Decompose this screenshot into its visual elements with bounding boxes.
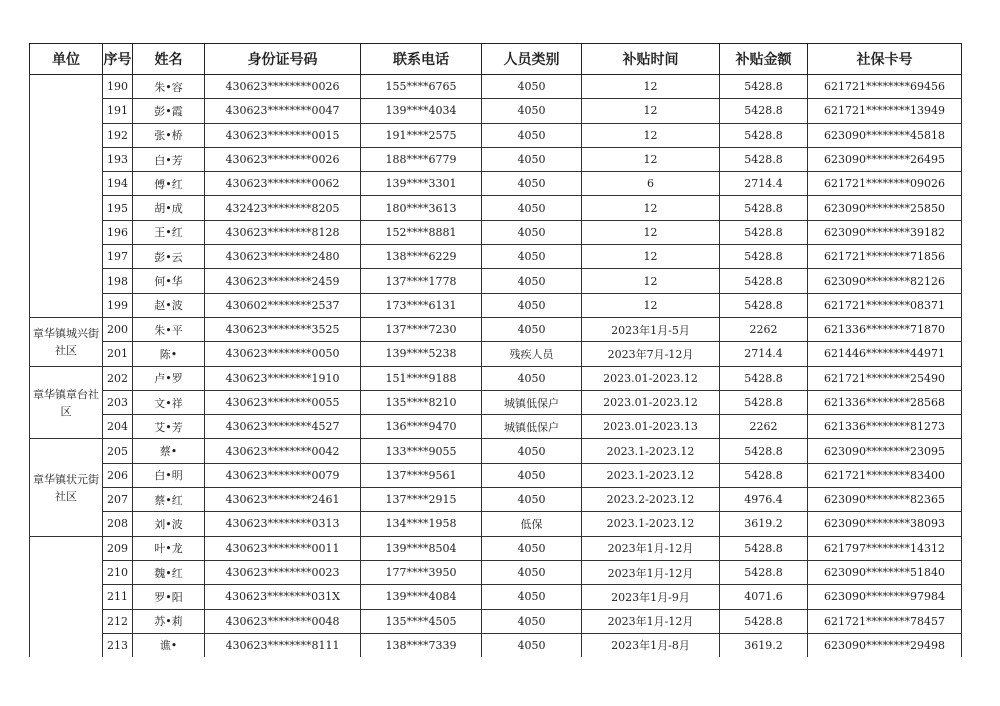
cell-subsidy-time: 2023.01-2023.12 <box>582 390 720 414</box>
cell-seq: 204 <box>103 415 133 439</box>
cell-subsidy-time: 12 <box>582 269 720 293</box>
cell-id-number: 430623********0055 <box>205 390 361 414</box>
table-body <box>30 75 962 658</box>
cell-unit: 章华镇状元街社区 <box>30 439 103 536</box>
cell-social-card: 621336********28568 <box>808 390 962 414</box>
cell-subsidy-time: 2023.1-2023.12 <box>582 512 720 536</box>
cell-seq: 195 <box>103 196 133 220</box>
cell-name: 白•明 <box>133 463 205 487</box>
cell-name: 谯• <box>133 633 205 657</box>
cell-id-number: 430623********0015 <box>205 123 361 147</box>
cell-subsidy-time: 12 <box>582 75 720 99</box>
cell-name: 傅•红 <box>133 172 205 196</box>
cell-subsidy-amount: 5428.8 <box>720 245 808 269</box>
cell-id-number: 430623********4527 <box>205 415 361 439</box>
cell-social-card: 623090********23095 <box>808 439 962 463</box>
cell-subsidy-amount: 5428.8 <box>720 293 808 317</box>
cell-name: 陈• <box>133 342 205 366</box>
cell-id-number: 430602********2537 <box>205 293 361 317</box>
cell-name: 赵•波 <box>133 293 205 317</box>
cell-subsidy-amount: 5428.8 <box>720 75 808 99</box>
cell-id-number: 430623********2459 <box>205 269 361 293</box>
cell-subsidy-amount: 5428.8 <box>720 560 808 584</box>
cell-phone: 139****4084 <box>361 585 482 609</box>
cell-seq: 205 <box>103 439 133 463</box>
cell-social-card: 621721********83400 <box>808 463 962 487</box>
cell-phone: 151****9188 <box>361 366 482 390</box>
cell-social-card: 623090********51840 <box>808 560 962 584</box>
cell-name: 胡•成 <box>133 196 205 220</box>
cell-category: 4050 <box>482 633 582 657</box>
cell-seq: 211 <box>103 585 133 609</box>
header-row <box>30 44 962 75</box>
cell-category: 4050 <box>482 220 582 244</box>
cell-category: 4050 <box>482 488 582 512</box>
cell-subsidy-time: 2023年1月-12月 <box>582 560 720 584</box>
cell-name: 蔡•红 <box>133 488 205 512</box>
cell-name: 苏•莉 <box>133 609 205 633</box>
cell-name: 王•红 <box>133 220 205 244</box>
cell-social-card: 623090********45818 <box>808 123 962 147</box>
cell-phone: 180****3613 <box>361 196 482 220</box>
cell-id-number: 430623********0050 <box>205 342 361 366</box>
header-category: 人员类别 <box>482 44 582 75</box>
cell-seq: 200 <box>103 317 133 341</box>
table-row <box>30 536 962 560</box>
cell-category: 4050 <box>482 366 582 390</box>
cell-subsidy-amount: 5428.8 <box>720 123 808 147</box>
cell-id-number: 430623********3525 <box>205 317 361 341</box>
cell-unit <box>30 536 103 657</box>
cell-seq: 212 <box>103 609 133 633</box>
table-row <box>30 220 962 244</box>
cell-social-card: 621721********69456 <box>808 75 962 99</box>
cell-social-card: 623090********97984 <box>808 585 962 609</box>
cell-id-number: 430623********0023 <box>205 560 361 584</box>
header-subsidy-time: 补贴时间 <box>582 44 720 75</box>
table-row <box>30 147 962 171</box>
table-row <box>30 463 962 487</box>
cell-seq: 194 <box>103 172 133 196</box>
table-row <box>30 245 962 269</box>
table-row <box>30 342 962 366</box>
table-row <box>30 488 962 512</box>
cell-id-number: 430623********0079 <box>205 463 361 487</box>
cell-seq: 203 <box>103 390 133 414</box>
cell-subsidy-time: 12 <box>582 220 720 244</box>
cell-subsidy-time: 12 <box>582 293 720 317</box>
cell-subsidy-time: 12 <box>582 196 720 220</box>
cell-subsidy-amount: 5428.8 <box>720 536 808 560</box>
cell-phone: 155****6765 <box>361 75 482 99</box>
header-seq: 序号 <box>103 44 133 75</box>
cell-phone: 139****8504 <box>361 536 482 560</box>
cell-subsidy-amount: 5428.8 <box>720 147 808 171</box>
table-row <box>30 609 962 633</box>
cell-subsidy-time: 12 <box>582 99 720 123</box>
cell-name: 卢•罗 <box>133 366 205 390</box>
cell-phone: 135****4505 <box>361 609 482 633</box>
table-row <box>30 633 962 657</box>
cell-unit: 章华镇章台社区 <box>30 366 103 439</box>
cell-phone: 139****5238 <box>361 342 482 366</box>
cell-social-card: 623090********29498 <box>808 633 962 657</box>
cell-id-number: 430623********0313 <box>205 512 361 536</box>
cell-name: 朱•平 <box>133 317 205 341</box>
cell-subsidy-amount: 5428.8 <box>720 269 808 293</box>
cell-name: 彭•云 <box>133 245 205 269</box>
cell-seq: 198 <box>103 269 133 293</box>
cell-category: 4050 <box>482 609 582 633</box>
cell-unit <box>30 75 103 318</box>
header-name: 姓名 <box>133 44 205 75</box>
cell-phone: 133****9055 <box>361 439 482 463</box>
table-row <box>30 123 962 147</box>
cell-seq: 191 <box>103 99 133 123</box>
cell-category: 4050 <box>482 75 582 99</box>
cell-subsidy-time: 12 <box>582 123 720 147</box>
cell-seq: 201 <box>103 342 133 366</box>
cell-phone: 138****7339 <box>361 633 482 657</box>
cell-subsidy-amount: 5428.8 <box>720 366 808 390</box>
cell-name: 叶•龙 <box>133 536 205 560</box>
cell-phone: 137****2915 <box>361 488 482 512</box>
cell-category: 城镇低保户 <box>482 390 582 414</box>
cell-social-card: 623090********26495 <box>808 147 962 171</box>
cell-phone: 138****6229 <box>361 245 482 269</box>
cell-subsidy-time: 2023年1月-9月 <box>582 585 720 609</box>
cell-social-card: 621721********09026 <box>808 172 962 196</box>
cell-subsidy-amount: 5428.8 <box>720 609 808 633</box>
table-row <box>30 512 962 536</box>
subsidy-table <box>29 43 962 657</box>
cell-subsidy-time: 2023.01-2023.12 <box>582 366 720 390</box>
cell-seq: 209 <box>103 536 133 560</box>
cell-category: 4050 <box>482 463 582 487</box>
cell-category: 4050 <box>482 196 582 220</box>
cell-subsidy-amount: 5428.8 <box>720 439 808 463</box>
cell-subsidy-time: 2023年1月-5月 <box>582 317 720 341</box>
cell-id-number: 432423********8205 <box>205 196 361 220</box>
cell-social-card: 623090********39182 <box>808 220 962 244</box>
cell-id-number: 430623********0011 <box>205 536 361 560</box>
cell-category: 4050 <box>482 99 582 123</box>
cell-id-number: 430623********8111 <box>205 633 361 657</box>
cell-subsidy-amount: 2262 <box>720 317 808 341</box>
table-row <box>30 172 962 196</box>
cell-category: 4050 <box>482 147 582 171</box>
header-subsidy-amount: 补贴金额 <box>720 44 808 75</box>
table-row <box>30 269 962 293</box>
table-row <box>30 99 962 123</box>
cell-id-number: 430623********1910 <box>205 366 361 390</box>
cell-phone: 139****4034 <box>361 99 482 123</box>
cell-social-card: 621721********13949 <box>808 99 962 123</box>
cell-category: 4050 <box>482 536 582 560</box>
cell-subsidy-amount: 5428.8 <box>720 99 808 123</box>
cell-phone: 135****8210 <box>361 390 482 414</box>
table-row <box>30 390 962 414</box>
cell-phone: 173****6131 <box>361 293 482 317</box>
cell-category: 4050 <box>482 439 582 463</box>
cell-id-number: 430623********0026 <box>205 147 361 171</box>
cell-subsidy-amount: 5428.8 <box>720 220 808 244</box>
cell-id-number: 430623********0062 <box>205 172 361 196</box>
cell-name: 文•祥 <box>133 390 205 414</box>
cell-category: 4050 <box>482 585 582 609</box>
header-social-card: 社保卡号 <box>808 44 962 75</box>
cell-subsidy-amount: 2714.4 <box>720 172 808 196</box>
cell-id-number: 430623********8128 <box>205 220 361 244</box>
cell-subsidy-time: 6 <box>582 172 720 196</box>
cell-id-number: 430623********0047 <box>205 99 361 123</box>
cell-subsidy-amount: 2262 <box>720 415 808 439</box>
cell-subsidy-time: 12 <box>582 245 720 269</box>
cell-name: 艾•芳 <box>133 415 205 439</box>
cell-social-card: 621721********78457 <box>808 609 962 633</box>
cell-phone: 134****1958 <box>361 512 482 536</box>
cell-seq: 207 <box>103 488 133 512</box>
cell-id-number: 430623********0048 <box>205 609 361 633</box>
cell-id-number: 430623********031X <box>205 585 361 609</box>
cell-category: 4050 <box>482 172 582 196</box>
cell-social-card: 623090********82365 <box>808 488 962 512</box>
cell-name: 何•华 <box>133 269 205 293</box>
cell-phone: 137****9561 <box>361 463 482 487</box>
table-row <box>30 75 962 99</box>
cell-category: 4050 <box>482 245 582 269</box>
cell-social-card: 623090********38093 <box>808 512 962 536</box>
cell-phone: 177****3950 <box>361 560 482 584</box>
cell-seq: 213 <box>103 633 133 657</box>
header-phone: 联系电话 <box>361 44 482 75</box>
cell-social-card: 623090********82126 <box>808 269 962 293</box>
table-row <box>30 585 962 609</box>
cell-phone: 188****6779 <box>361 147 482 171</box>
cell-seq: 190 <box>103 75 133 99</box>
cell-social-card: 623090********25850 <box>808 196 962 220</box>
cell-name: 张•桥 <box>133 123 205 147</box>
cell-seq: 202 <box>103 366 133 390</box>
cell-subsidy-time: 2023年7月-12月 <box>582 342 720 366</box>
cell-social-card: 621336********81273 <box>808 415 962 439</box>
cell-subsidy-amount: 2714.4 <box>720 342 808 366</box>
cell-subsidy-amount: 4976.4 <box>720 488 808 512</box>
cell-subsidy-time: 12 <box>582 147 720 171</box>
cell-category: 低保 <box>482 512 582 536</box>
cell-id-number: 430623********0026 <box>205 75 361 99</box>
cell-subsidy-amount: 3619.2 <box>720 512 808 536</box>
cell-seq: 199 <box>103 293 133 317</box>
cell-subsidy-time: 2023年1月-12月 <box>582 609 720 633</box>
cell-subsidy-time: 2023.1-2023.12 <box>582 463 720 487</box>
table-row <box>30 560 962 584</box>
cell-social-card: 621446********44971 <box>808 342 962 366</box>
cell-subsidy-time: 2023.2-2023.12 <box>582 488 720 512</box>
cell-seq: 206 <box>103 463 133 487</box>
cell-phone: 152****8881 <box>361 220 482 244</box>
table-row <box>30 196 962 220</box>
cell-social-card: 621797********14312 <box>808 536 962 560</box>
cell-phone: 139****3301 <box>361 172 482 196</box>
cell-subsidy-time: 2023年1月-8月 <box>582 633 720 657</box>
cell-name: 魏•红 <box>133 560 205 584</box>
table-row <box>30 366 962 390</box>
cell-social-card: 621336********71870 <box>808 317 962 341</box>
cell-seq: 197 <box>103 245 133 269</box>
cell-phone: 137****1778 <box>361 269 482 293</box>
cell-name: 彭•霞 <box>133 99 205 123</box>
cell-category: 城镇低保户 <box>482 415 582 439</box>
cell-social-card: 621721********08371 <box>808 293 962 317</box>
cell-name: 朱•容 <box>133 75 205 99</box>
cell-seq: 193 <box>103 147 133 171</box>
cell-phone: 136****9470 <box>361 415 482 439</box>
cell-category: 4050 <box>482 293 582 317</box>
cell-phone: 191****2575 <box>361 123 482 147</box>
cell-name: 罗•阳 <box>133 585 205 609</box>
cell-category: 残疾人员 <box>482 342 582 366</box>
table-row <box>30 439 962 463</box>
cell-social-card: 621721********71856 <box>808 245 962 269</box>
cell-subsidy-amount: 5428.8 <box>720 196 808 220</box>
cell-subsidy-time: 2023.1-2023.12 <box>582 439 720 463</box>
cell-seq: 210 <box>103 560 133 584</box>
cell-seq: 196 <box>103 220 133 244</box>
cell-category: 4050 <box>482 560 582 584</box>
table-row <box>30 317 962 341</box>
cell-id-number: 430623********0042 <box>205 439 361 463</box>
cell-social-card: 621721********25490 <box>808 366 962 390</box>
cell-subsidy-time: 2023.01-2023.13 <box>582 415 720 439</box>
cell-seq: 208 <box>103 512 133 536</box>
header-id-number: 身份证号码 <box>205 44 361 75</box>
cell-category: 4050 <box>482 269 582 293</box>
cell-name: 刘•波 <box>133 512 205 536</box>
cell-subsidy-amount: 5428.8 <box>720 463 808 487</box>
cell-seq: 192 <box>103 123 133 147</box>
cell-name: 白•芳 <box>133 147 205 171</box>
cell-subsidy-amount: 5428.8 <box>720 390 808 414</box>
table-row <box>30 293 962 317</box>
cell-subsidy-amount: 3619.2 <box>720 633 808 657</box>
table-row <box>30 415 962 439</box>
header-unit: 单位 <box>30 44 103 75</box>
cell-category: 4050 <box>482 317 582 341</box>
cell-id-number: 430623********2480 <box>205 245 361 269</box>
cell-subsidy-amount: 4071.6 <box>720 585 808 609</box>
cell-subsidy-time: 2023年1月-12月 <box>582 536 720 560</box>
cell-unit: 章华镇城兴街社区 <box>30 317 103 366</box>
cell-name: 蔡• <box>133 439 205 463</box>
cell-phone: 137****7230 <box>361 317 482 341</box>
cell-id-number: 430623********2461 <box>205 488 361 512</box>
cell-category: 4050 <box>482 123 582 147</box>
